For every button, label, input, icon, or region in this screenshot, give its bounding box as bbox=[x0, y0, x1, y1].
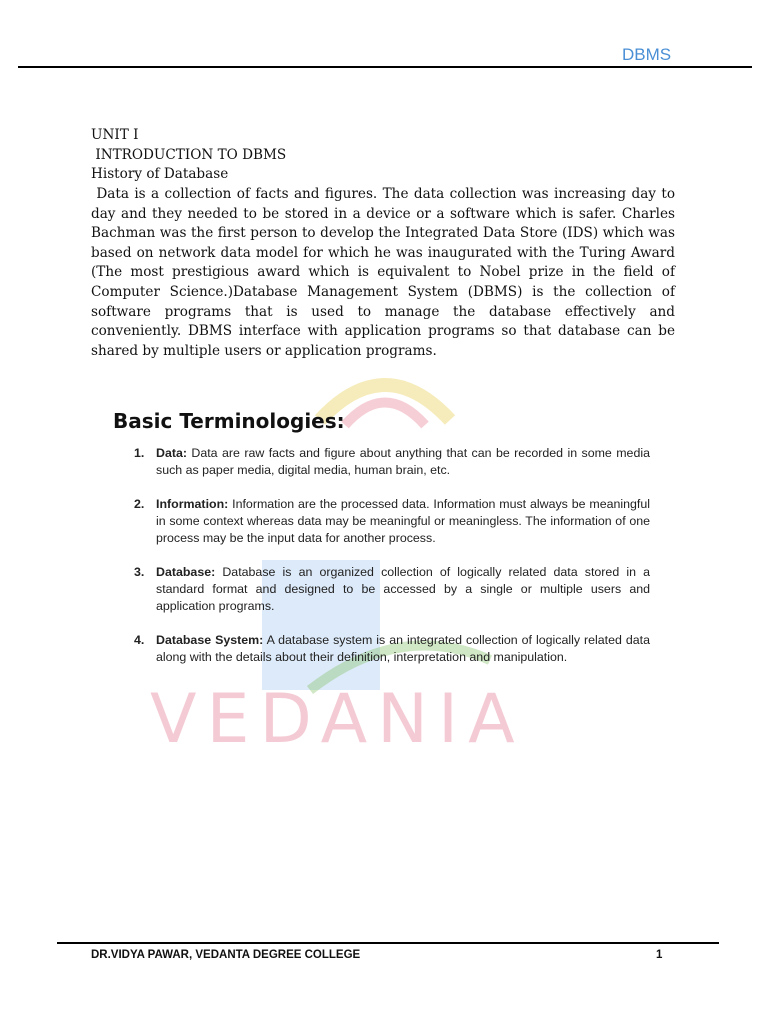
terminology-heading: Basic Terminologies: bbox=[113, 409, 345, 433]
item-definition: Information are the processed data. Information must always be meaningful in some context whereas data may be meaningful or meaningless. The information of one process may be the input data for another process. bbox=[156, 497, 650, 545]
item-number: 4. bbox=[134, 633, 145, 647]
item-definition: Data are raw facts and figure about anything that can be recorded in some media such as paper media, digital media, human brain, etc. bbox=[156, 446, 650, 477]
item-number: 2. bbox=[134, 497, 145, 511]
unit-label: UNIT I bbox=[91, 127, 139, 143]
list-item bbox=[134, 564, 650, 615]
page-number: 1 bbox=[656, 949, 663, 961]
terminology-list bbox=[134, 445, 650, 683]
item-definition: A database system is an integrated collection of logically related data along with the details about their definition, interpretation and manipulation. bbox=[156, 633, 650, 664]
item-term: Database System: bbox=[156, 633, 264, 647]
list-item bbox=[134, 632, 650, 666]
history-paragraph: Data is a collection of facts and figures. The data collection was increasing day to day and they needed to be stored in a device or a software which is safer. Charles Bachman was the first person to develop the Integrated Data Store (IDS) which was based on network data model for which he was inaugurated with the Turing Award (The most prestigious award which is equivalent to Nobel prize in the field of Computer Science.)Database Management System (DBMS) is the collection of software programs that is used to manage the database effectively and conveniently. DBMS interface with application programs so that database can be shared by multiple users or application programs. bbox=[91, 186, 680, 359]
item-term: Data: bbox=[156, 446, 187, 460]
watermark-text: VEDANIA bbox=[150, 680, 525, 759]
section-title: History of Database bbox=[91, 166, 229, 182]
header-title: DBMS bbox=[622, 45, 672, 64]
footer-author: DR.VIDYA PAWAR, VEDANTA DEGREE COLLEGE bbox=[91, 949, 361, 961]
item-number: 3. bbox=[134, 565, 145, 579]
list-item bbox=[134, 445, 650, 479]
footer-rule bbox=[57, 942, 719, 944]
item-definition: Database is an organized collection of logically related data stored in a standard format and designed to be accessed by a single or multiple users and application programs. bbox=[156, 565, 650, 613]
item-term: Information: bbox=[156, 497, 229, 511]
header-rule bbox=[18, 66, 752, 68]
list-item bbox=[134, 496, 650, 547]
item-number: 1. bbox=[134, 446, 145, 460]
item-term: Database: bbox=[156, 565, 216, 579]
chapter-title: INTRODUCTION TO DBMS bbox=[91, 147, 287, 163]
